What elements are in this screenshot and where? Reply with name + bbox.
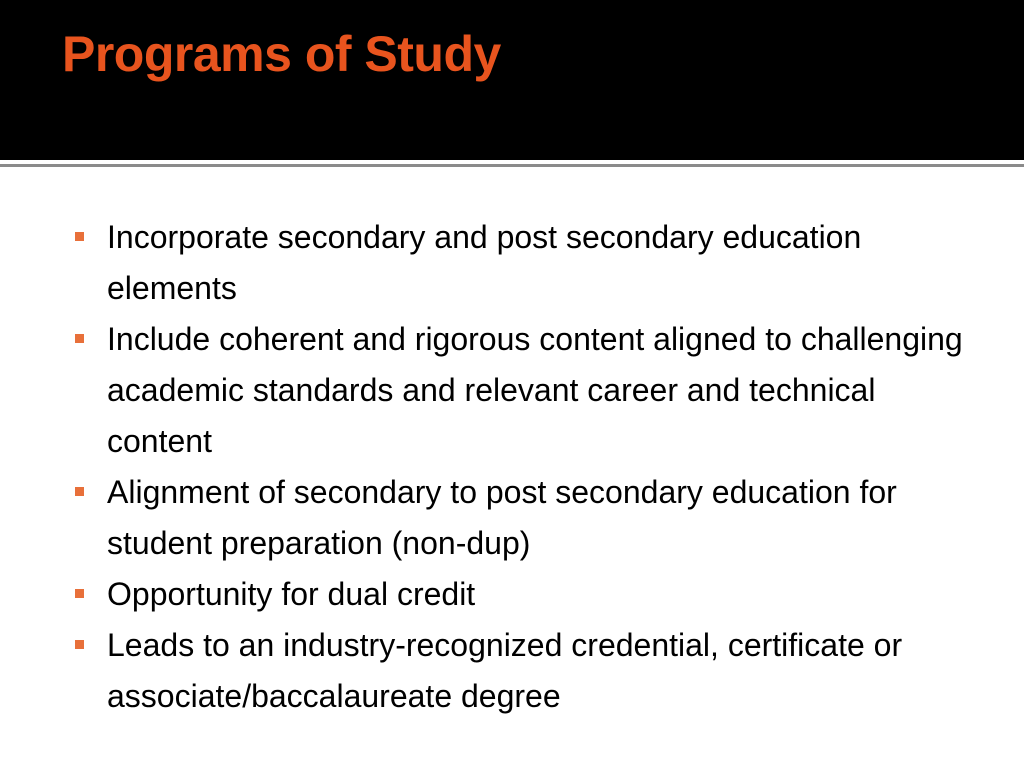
bullet-item <box>72 467 972 569</box>
square-bullet-icon <box>75 487 84 496</box>
bullet-item <box>72 212 972 314</box>
square-bullet-icon <box>75 334 84 343</box>
square-bullet-icon <box>75 589 84 598</box>
bullet-text: Alignment of secondary to post secondary education for student preparation (non-dup) <box>107 474 897 561</box>
bullet-text: Opportunity for dual credit <box>107 576 476 612</box>
bullet-item <box>72 314 972 467</box>
square-bullet-icon <box>75 232 84 241</box>
slide-title: Programs of Study <box>62 26 501 82</box>
bullet-item <box>72 620 972 722</box>
square-bullet-icon <box>75 640 84 649</box>
slide-body <box>0 167 1024 768</box>
bullet-text: Incorporate secondary and post secondary education elements <box>107 219 862 306</box>
bullet-list <box>72 212 972 722</box>
title-band <box>0 0 1024 160</box>
bullet-text: Include coherent and rigorous content aligned to challenging academic standards and relevant career and technical content <box>107 321 963 459</box>
bullet-item <box>72 569 972 620</box>
bullet-text: Leads to an industry-recognized credential, certificate or associate/baccalaureate degree <box>107 627 903 714</box>
